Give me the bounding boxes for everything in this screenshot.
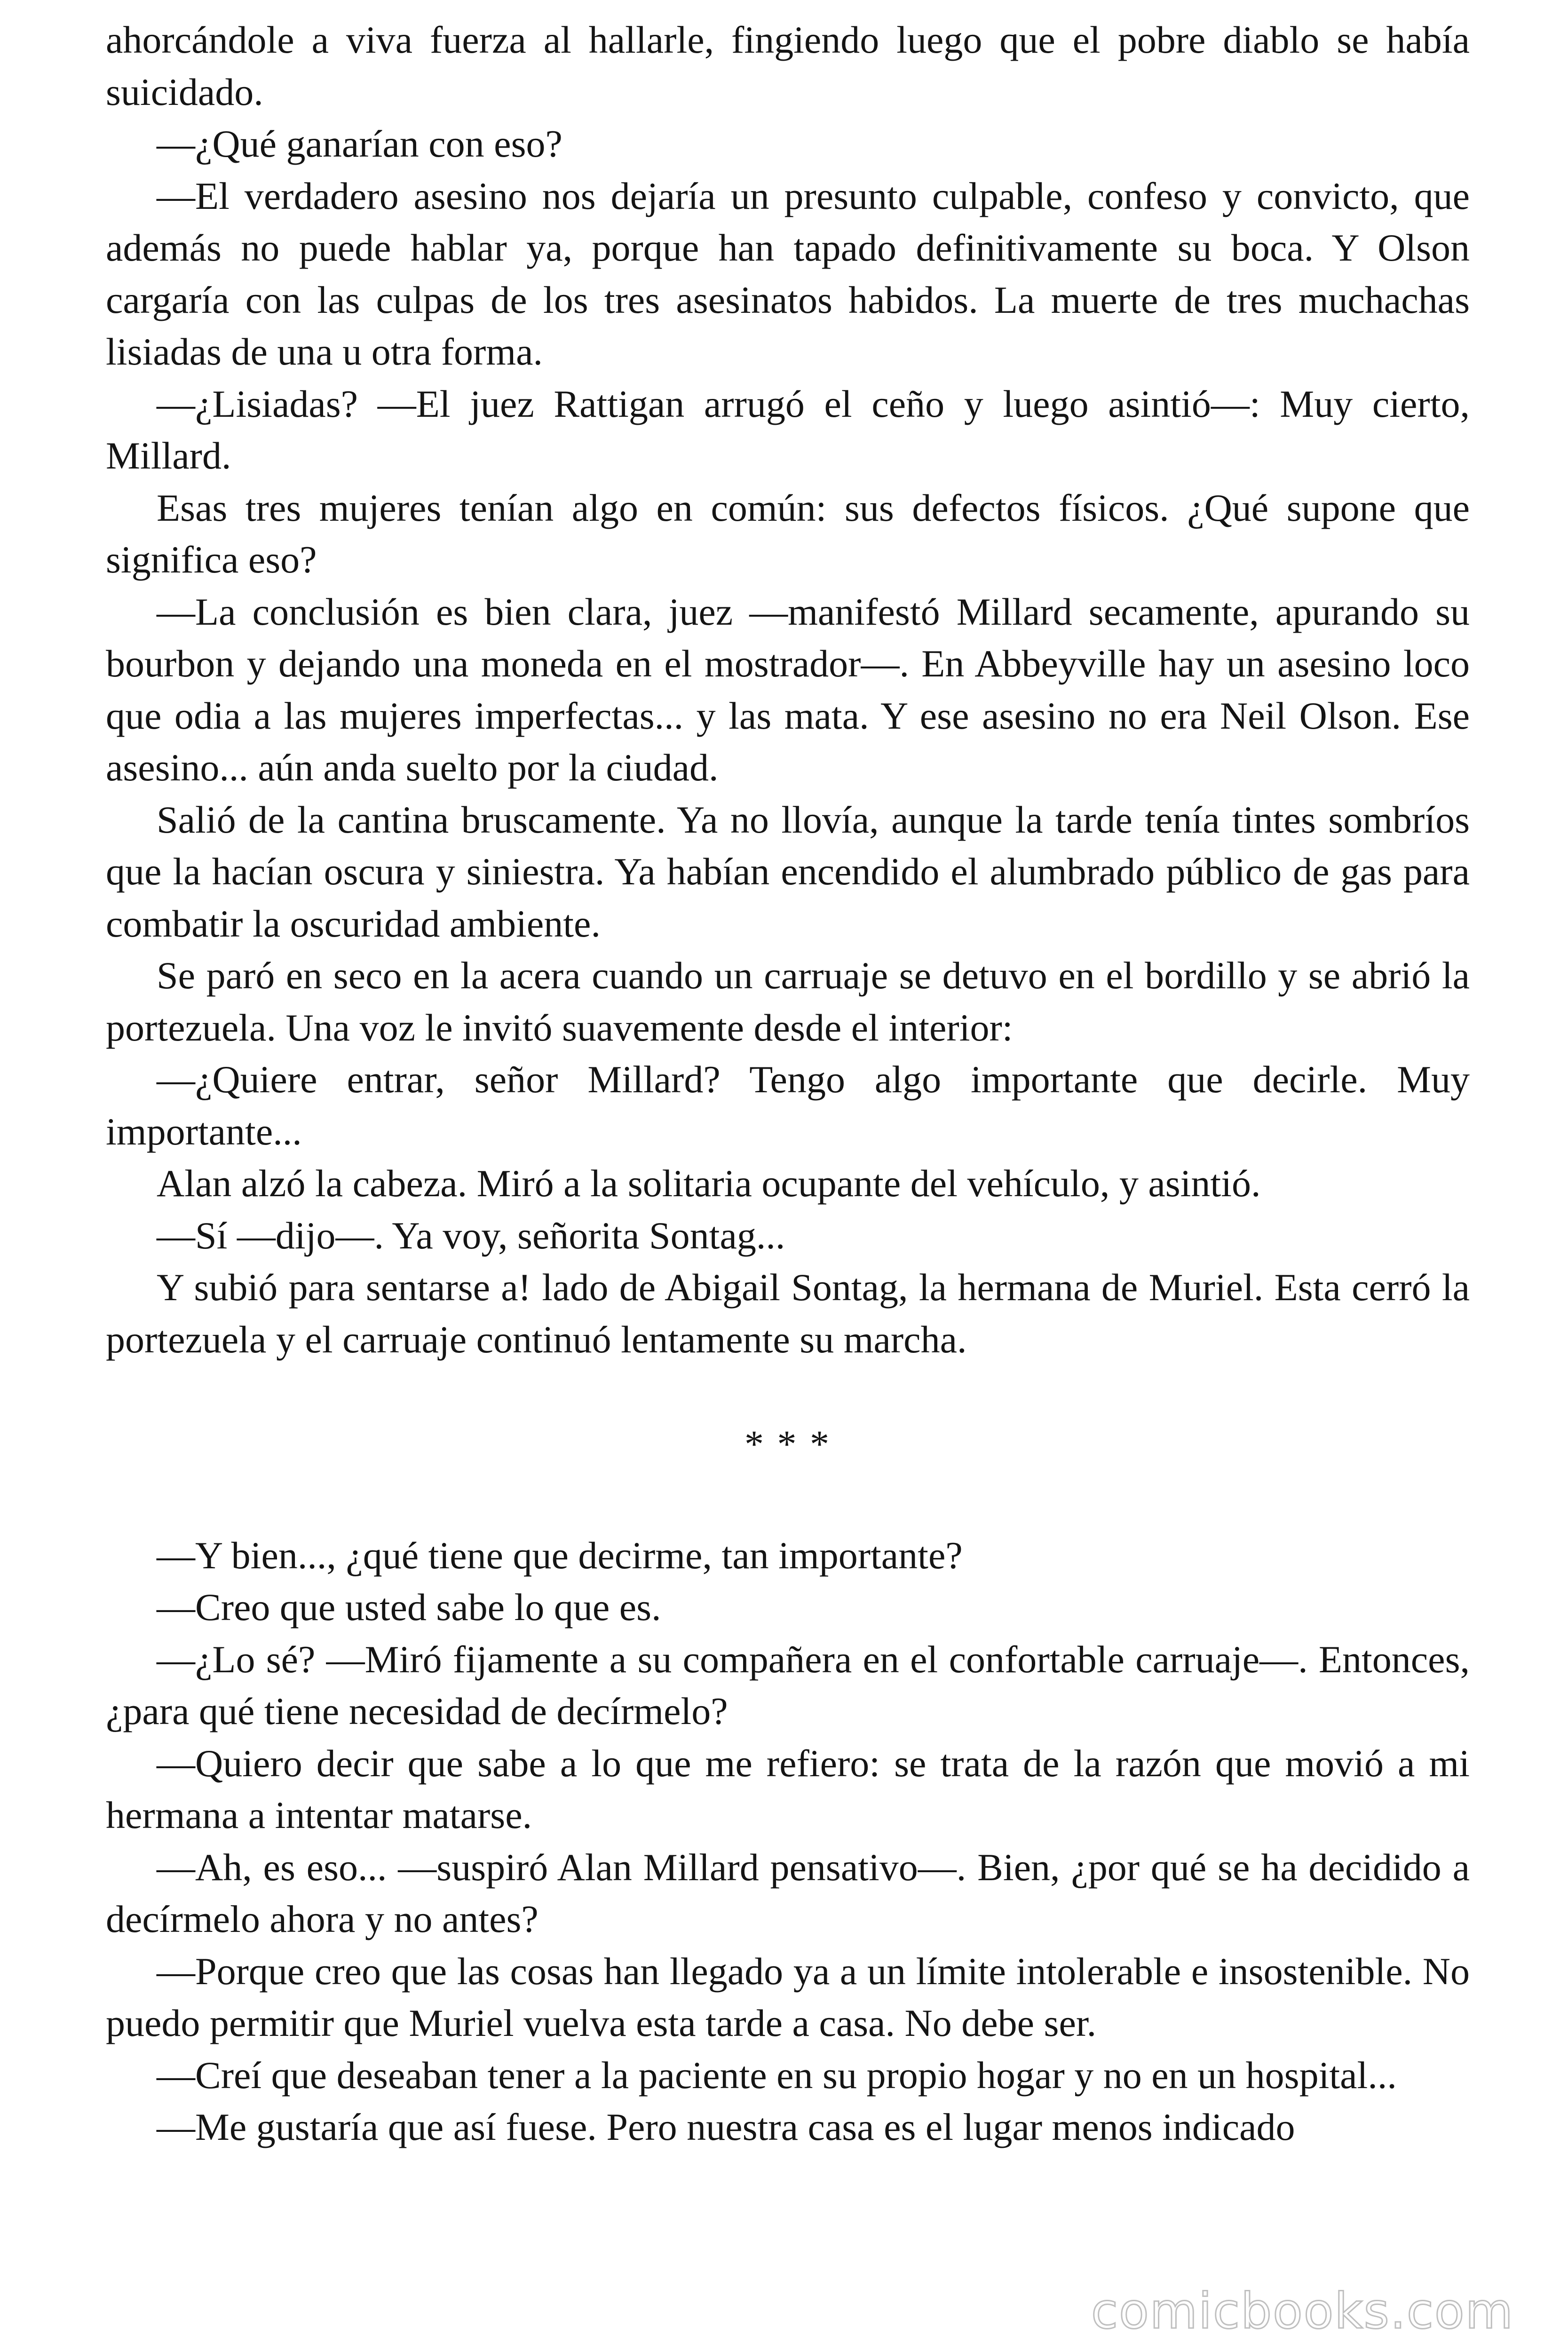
paragraph: Alan alzó la cabeza. Miró a la solitaria ocupante del vehículo, y asintió. xyxy=(157,1162,1261,1205)
paragraph: ahorcándole a viva fuerza al hallarle, fingiendo luego que el pobre diablo se había suicidado. xyxy=(106,18,1470,113)
paragraph: —¿Quiere entrar, señor Millard? Tengo algo importante que decirle. Muy importante... xyxy=(106,1058,1470,1153)
paragraph: —Creo que usted sabe lo que es. xyxy=(157,1586,661,1629)
paragraph: Esas tres mujeres tenían algo en común: sus defectos físicos. ¿Qué supone que significa eso? xyxy=(106,486,1470,581)
paragraph: —Creí que deseaban tener a la paciente en su propio hogar y no en un hospital... xyxy=(157,2053,1397,2097)
paragraph: —¿Lisiadas? —El juez Rattigan arrugó el ceño y luego asintió—: Muy cierto, Millard. xyxy=(106,382,1470,477)
paragraph: —Quiero decir que sabe a lo que me refiero: se trata de la razón que movió a mi hermana a intentar matarse. xyxy=(106,1741,1470,1836)
paragraph: —La conclusión es bien clara, juez —manifestó Millard secamente, apurando su bourbon y dejando una moneda en el mostrador—. En Abbeyville hay un asesino loco que odia a las mujeres imperfectas... y las mata. Y ese asesino no era Neil Olson. Ese asesino... aún anda suelto por la ciudad. xyxy=(106,590,1470,789)
paragraph: Salió de la cantina bruscamente. Ya no llovía, aunque la tarde tenía tintes sombríos que la hacían oscura y siniestra. Ya habían encendido el alumbrado público de gas para combatir la oscuridad ambiente. xyxy=(106,798,1470,945)
book-page xyxy=(106,14,1470,2153)
watermark: comicbooks.com xyxy=(1091,2282,1514,2340)
paragraph: Se paró en seco en la acera cuando un carruaje se detuvo en el bordillo y se abrió la portezuela. Una voz le invitó suavemente desde el interior: xyxy=(106,954,1470,1049)
paragraph: —Me gustaría que así fuese. Pero nuestra casa es el lugar menos indicado xyxy=(157,2106,1295,2148)
paragraph: —El verdadero asesino nos dejaría un presunto culpable, confeso y convicto, que además no puede hablar ya, porque han tapado definitivamente su boca. Y Olson cargaría con las culpas de los tres asesinatos habidos. La muerte de tres muchachas lisiadas de una u otra forma. xyxy=(106,174,1470,373)
paragraph: —Sí —dijo—. Ya voy, señorita Sontag... xyxy=(157,1214,785,1257)
paragraph: —¿Lo sé? —Miró fijamente a su compañera en el confortable carruaje—. Entonces, ¿para qué tiene necesidad de decírmelo? xyxy=(106,1637,1470,1732)
paragraph: —Porque creo que las cosas han llegado ya a un límite intolerable e insostenible. No puedo permitir que Muriel vuelva esta tarde a casa. No debe ser. xyxy=(106,1949,1470,2044)
paragraph: —Y bien..., ¿qué tiene que decirme, tan importante? xyxy=(157,1534,963,1577)
scene-separator: * * * xyxy=(744,1422,831,1465)
paragraph: Y subió para sentarse a! lado de Abigail Sontag, la hermana de Muriel. Esta cerró la portezuela y el carruaje continuó lentamente su marcha. xyxy=(106,1266,1470,1361)
paragraph: —¿Qué ganarían con eso? xyxy=(157,122,562,165)
paragraph: —Ah, es eso... —suspiró Alan Millard pensativo—. Bien, ¿por qué se ha decidido a decírmelo ahora y no antes? xyxy=(106,1845,1470,1940)
